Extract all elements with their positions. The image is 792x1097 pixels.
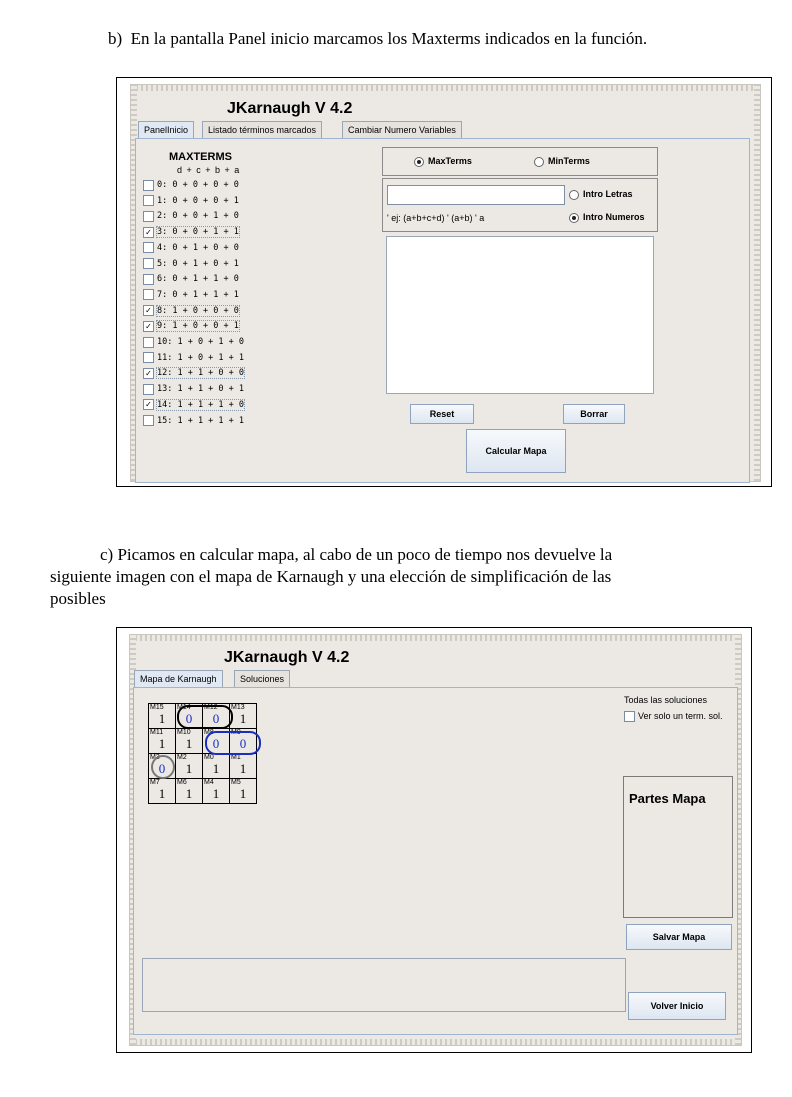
kmap-cell-label: M12 [204,704,218,711]
maxterm-label: 10: 1 + 0 + 1 + 0 [157,337,244,347]
kmap-cell-label: M2 [177,754,187,761]
partes-mapa-panel [623,776,733,918]
radio-intro-numeros[interactable]: Intro Numeros [569,212,645,223]
radio-intro-letras-icon [569,190,579,200]
expression-input-group [382,178,658,232]
maxterm-checkbox-3[interactable] [143,226,239,238]
maxterm-checkbox-12[interactable] [143,367,244,379]
radio-intro-letras[interactable]: Intro Letras [569,189,633,200]
kmap-cell-value: 0 [212,736,220,751]
kmap-cell [149,704,176,729]
kmap-cell-value: 1 [239,761,247,776]
kmap-cell-value: 1 [158,711,166,726]
radio-maxterms-icon [414,157,424,167]
checkbox-checked-icon: ✓ [143,305,154,316]
kmap-cell [230,704,257,729]
maxterm-label: 4: 0 + 1 + 0 + 0 [157,242,239,253]
radio-minterms-icon [534,157,544,167]
loop-maxterm-group-1 [177,705,233,729]
loop-maxterm-group-2 [205,731,261,755]
kmap-cell-label: M9 [231,729,241,736]
kmap-cell [203,779,230,804]
kmap-cell-label: M0 [204,754,214,761]
kmap-cell-label: M15 [150,704,164,711]
maxterm-label: 0: 0 + 0 + 0 + 0 [157,180,239,190]
kmap-row [149,779,257,804]
maxterm-checkbox-13[interactable] [143,383,244,395]
kmap-cell-value: 1 [158,786,166,801]
checkbox-icon [143,289,154,300]
tab-cambiar-variables[interactable]: Cambiar Numero Variables [342,121,462,138]
maxterm-label: 2: 0 + 0 + 1 + 0 [157,211,239,222]
loop-maxterm-group-3 [151,755,175,779]
maxterms-vars: d + c + b + a [177,165,241,175]
message-area[interactable] [142,958,626,1012]
checkbox-icon [143,274,154,285]
tab-panel-inicio[interactable]: PanelInicio [138,121,194,138]
maxterm-label: 8: 1 + 0 + 0 + 0 [157,305,239,316]
kmap-cell-label: M14 [177,704,191,711]
maxterm-label: 7: 0 + 1 + 1 + 1 [157,289,239,300]
kmap-cell-label: M5 [231,779,241,786]
maxterm-label: 15: 1 + 1 + 1 + 1 [157,415,244,426]
paragraph-b: b) En la pantalla Panel inicio marcamos los Maxterms indicados en la función. [108,29,648,48]
paragraph-c-line3: posibles [50,589,106,608]
maxterms-title: MAXTERMS [169,151,232,163]
kmap-cell-value: 0 [239,736,247,751]
maxterm-label: 9: 1 + 0 + 0 + 1 [157,321,239,332]
reset-button[interactable]: Reset [410,404,474,424]
kmap-cell [230,779,257,804]
kmap-cell-label: M11 [150,729,164,736]
maxterm-checkbox-4[interactable] [143,242,239,254]
calcular-mapa-button[interactable]: Calcular Mapa [466,429,566,473]
app-title-2: JKarnaugh V 4.2 [224,649,350,666]
kmap-cell [149,729,176,754]
maxterm-label: 11: 1 + 0 + 1 + 1 [157,352,244,363]
kmap-cell-label: M7 [150,779,160,786]
maxterm-label: 1: 0 + 0 + 0 + 1 [157,195,239,206]
kmap-cell [176,779,203,804]
checkbox-icon [143,352,154,363]
borrar-button[interactable]: Borrar [563,404,625,424]
output-area[interactable] [386,236,654,394]
maxterm-checkbox-15[interactable] [143,415,244,427]
example-hint: ' ej: (a+b+c+d) ' (a+b) ' a [387,213,485,223]
kmap-cell-value: 1 [239,786,247,801]
todas-soluciones-label: Todas las soluciones [624,695,708,705]
volver-inicio-button[interactable]: Volver Inicio [628,992,726,1020]
checkbox-icon [143,242,154,253]
maxterm-checkbox-14[interactable] [143,399,244,411]
checkbox-checked-icon: ✓ [143,368,154,379]
kmap-cell-value: 1 [185,736,193,751]
kmap-cell [149,779,176,804]
kmap-cell-label: M8 [204,729,214,736]
checkbox-icon [143,415,154,426]
kmap-cell [176,729,203,754]
maxterm-checkbox-5[interactable] [143,258,239,270]
mapa-panel [133,687,738,1035]
panel-inicio [135,138,750,483]
screenshot-panel-inicio [116,77,772,487]
kmap-cell-label: M10 [177,729,191,736]
kmap-cell-value: 1 [185,786,193,801]
maxterm-checkbox-11[interactable] [143,352,244,364]
radio-maxterms[interactable]: MaxTerms [414,156,472,167]
maxterm-checkbox-8[interactable] [143,305,239,317]
checkbox-checked-icon: ✓ [143,321,154,332]
maxterm-label: 5: 0 + 1 + 0 + 1 [157,258,239,269]
checkbox-checked-icon: ✓ [143,399,154,410]
maxterm-label: 3: 0 + 0 + 1 + 1 [157,227,239,238]
term-type-group [382,147,658,176]
tab-mapa-karnaugh[interactable]: Mapa de Karnaugh [134,670,223,687]
kmap-cell-label: M1 [231,754,241,761]
ver-solo-checkbox-icon [624,711,635,722]
checkbox-checked-icon: ✓ [143,227,154,238]
kmap-cell-value: 1 [212,786,220,801]
maxterm-label: 13: 1 + 1 + 0 + 1 [157,384,244,395]
kmap-cell-label: M4 [204,779,214,786]
maxterm-checkbox-1[interactable] [143,195,239,207]
partes-mapa-title: Partes Mapa [629,791,706,806]
maxterm-checkbox-2[interactable] [143,210,239,222]
maxterm-label: 12: 1 + 1 + 0 + 0 [157,368,244,379]
checkbox-icon [143,180,154,191]
maxterm-checkbox-6[interactable] [143,273,239,285]
kmap-cell-value: 1 [239,711,247,726]
checkbox-icon [143,258,154,269]
app-window [130,84,761,482]
checkbox-icon [143,195,154,206]
kmap-cell-value: 0 [158,761,166,776]
maxterm-checkbox-0[interactable] [143,179,239,191]
maxterm-checkbox-7[interactable] [143,289,239,301]
salvar-mapa-button[interactable]: Salvar Mapa [626,924,732,950]
expression-input[interactable] [387,185,565,205]
maxterm-checkbox-10[interactable] [143,336,244,348]
tab-listado-terminos[interactable]: Listado términos marcados [202,121,322,138]
maxterm-label: 14: 1 + 1 + 1 + 0 [157,399,244,410]
paragraph-c-line2: siguiente imagen con el mapa de Karnaugh y una elección de simplificación de las [50,567,612,586]
kmap-cell [203,754,230,779]
radio-minterms[interactable]: MinTerms [534,156,590,167]
kmap-cell-label: M3 [150,754,160,761]
kmap-cell-value: 0 [212,711,220,726]
app-window-2 [129,634,742,1046]
radio-intro-numeros-icon [569,213,579,223]
checkbox-icon [143,337,154,348]
maxterm-checkbox-9[interactable] [143,320,239,332]
checkbox-icon [143,211,154,222]
kmap-cell-value: 1 [158,736,166,751]
kmap-cell-label: M6 [177,779,187,786]
kmap-cell-value: 1 [212,761,220,776]
kmap-cell-value: 1 [185,761,193,776]
checkbox-icon [143,384,154,395]
kmap-cell-value: 0 [185,711,193,726]
ver-solo-checkbox[interactable]: Ver solo un term. sol. [624,711,723,722]
maxterm-label: 6: 0 + 1 + 1 + 0 [157,274,239,285]
tab-soluciones[interactable]: Soluciones [234,670,290,687]
kmap-cell [176,754,203,779]
kmap-cell [230,754,257,779]
app-title: JKarnaugh V 4.2 [227,100,353,117]
paragraph-c-line1: c) Picamos en calcular mapa, al cabo de un poco de tiempo nos devuelve la [100,545,613,564]
kmap-cell-label: M13 [231,704,245,711]
screenshot-mapa-karnaugh [116,627,752,1053]
